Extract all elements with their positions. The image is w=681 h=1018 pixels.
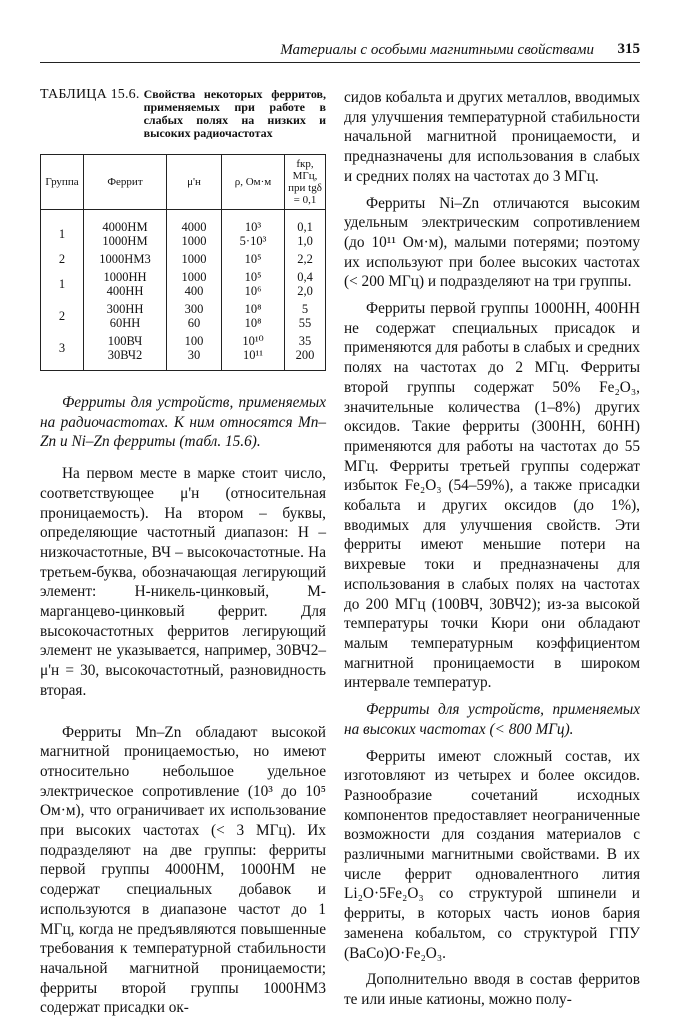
paragraph-groups: Ферриты первой группы 1000НН, 400НН не содержат специальных присадок и применяются для работы в слабых и средних полях на частотах до 2 МГц. Ферриты второй группы содержат 50% Fe₂O₃, значительные количества (1–8%) других оксидов. Такие ферриты (300НН, 60НН) применяются для работы на частотах до 55 МГц. Ферриты третьей группы содержат избыток Fe₂O₃ (54–59%), а также присадки кобальта и других оксидов (до 1%), вводимых для улучшения свойств. Эти ферриты имеют меньшие потери на вихревые токи и предназначены для использования в слабых полях на частотах до 200 МГц (100ВЧ, 30ВЧ2); из-за высокой температуры точки Кюри они обладают малым температурным коэффициентом магнитной проницаемости в широком интервале температур.	[344, 300, 640, 692]
cell-mu: 300 60	[167, 300, 222, 332]
header-mu: μ'н	[167, 155, 222, 210]
cell-rho: 10³ 5·10³	[222, 210, 285, 251]
cell-rho: 10⁵	[222, 250, 285, 268]
paragraph-mnzn: Ферриты Mn–Zn обладают высокой магнитной проницаемостью, но имеют относительно небольшое удельное электрическое сопротивление (10³ до 10⁵ Ом·м), что ограничивает их использование при высоких частотах (< 3 МГц). Их подразделяют на две группы: ферриты первой группы 4000НМ, 1000НМ не содержат специальных добавок и используются в диапазоне частот до 1 МГц, когда не предъявляются повышенные требования к температурной стабильности начальной магнитной проницаемости; ферриты второй группы 1000НМ3 содержат присадки ок-	[40, 723, 326, 1017]
cell-group: 1	[41, 210, 84, 251]
cell-rho: 10¹⁰ 10¹¹	[222, 332, 285, 371]
cell-ferrite: 4000НМ 1000НМ	[84, 210, 167, 251]
cell-ferrite: 100ВЧ 30ВЧ2	[84, 332, 167, 371]
table-row	[41, 250, 326, 268]
cell-rho: 10⁵ 10⁶	[222, 268, 285, 300]
header-group: Группа	[41, 155, 84, 210]
cell-ferrite: 300НН 60НН	[84, 300, 167, 332]
header-rho: ρ, Ом·м	[222, 155, 285, 210]
paragraph-nizn: Ферриты Ni–Zn отличаются высоким удельным электрическим сопротивлением (до 10¹¹ Ом·м), малыми потерями; поэтому их используют при более высоких частотах (< 200 МГц) и подразделяют на три группы.	[344, 194, 640, 291]
cell-mu: 4000 1000	[167, 210, 222, 251]
cell-mu: 100 30	[167, 332, 222, 371]
cell-fkr: 0,4 2,0	[285, 268, 326, 300]
paragraph-marking: На первом месте в марке стоит число, соответствующее μ'н (относительная проницаемость). На втором – буквы, определяющие частотный диапазон: Н – низкочастотные, ВЧ – высокочастотные. На третьем-буква, обозначающая легирующий элемент: Н-никель-цинковый, М-марганцево-цинковый феррит. Для высокочастотных ферритов легирующий элемент не указывается, например, 30ВЧ2–μ'н = 30, высокочастотный, разновидность вторая.	[40, 465, 326, 699]
table-row	[41, 268, 326, 300]
header-fkr: fкр, МГц, при tgδ = 0,1	[285, 155, 326, 210]
table-label: ТАБЛИЦА 15.6.	[40, 87, 140, 102]
table-header-row	[41, 155, 326, 210]
cell-ferrite: 1000НН 400НН	[84, 268, 167, 300]
table-caption-text: Свойства некоторых ферритов, применяемых при работе в слабых полях на низких и высоких радиочастотах	[143, 87, 326, 140]
page-number: 315	[617, 41, 640, 57]
paragraph-composition: Ферриты имеют сложный состав, их изготовляют из четырех и более оксидов. Разнообразие сочетаний исходных компонентов предоставляет неограниченные возможности для создания материалов с различными магнитными свойствами. В их числе феррит одновалентного лития Li₂O·5Fe₂O₃ со структурой шпинели и ферриты, в которых часть ионов бария заменена кобальтом, со структурой ГПУ (BaCo)O·Fe₂O₃.	[344, 747, 640, 962]
cell-fkr: 0,1 1,0	[285, 210, 326, 251]
cell-mu: 1000	[167, 250, 222, 268]
right-column	[344, 88, 640, 1010]
cell-group: 3	[41, 332, 84, 371]
table-row	[41, 210, 326, 251]
cell-rho: 10⁸ 10⁸	[222, 300, 285, 332]
table-row	[41, 300, 326, 332]
cell-fkr: 2,2	[285, 250, 326, 268]
cell-mu: 1000 400	[167, 268, 222, 300]
cell-fkr: 35 200	[285, 332, 326, 371]
paragraph-cations: Дополнительно вводя в состав ферритов те или иные катионы, можно полу-	[344, 971, 640, 1008]
paragraph-hf-heading: Ферриты для устройств, применяемых на высоких частотах (< 800 МГц).	[344, 701, 640, 738]
table-row	[41, 332, 326, 371]
cell-ferrite: 1000НМ3	[84, 250, 167, 268]
cell-group: 2	[41, 300, 84, 332]
page-header	[40, 38, 640, 63]
left-column	[40, 88, 326, 1018]
ferrite-properties-table	[40, 154, 326, 371]
paragraph-rf-ferrites: Ферриты для устройств, применяемых на радиочастотах. К ним относятся Mn–Zn и Ni–Zn ферриты (табл. 15.6).	[40, 394, 326, 451]
cell-group: 2	[41, 250, 84, 268]
paragraph-continued: сидов кобальта и других металлов, вводимых для улучшения температурной стабильности начальной магнитной проницаемости, и предназначены для использования в слабых и средних полях на частотах до 3 МГц.	[344, 89, 640, 185]
header-ferrite: Феррит	[84, 155, 167, 210]
running-title: Материалы с особыми магнитными свойствами	[280, 42, 594, 58]
cell-group: 1	[41, 268, 84, 300]
table-caption	[40, 88, 326, 140]
cell-fkr: 5 55	[285, 300, 326, 332]
